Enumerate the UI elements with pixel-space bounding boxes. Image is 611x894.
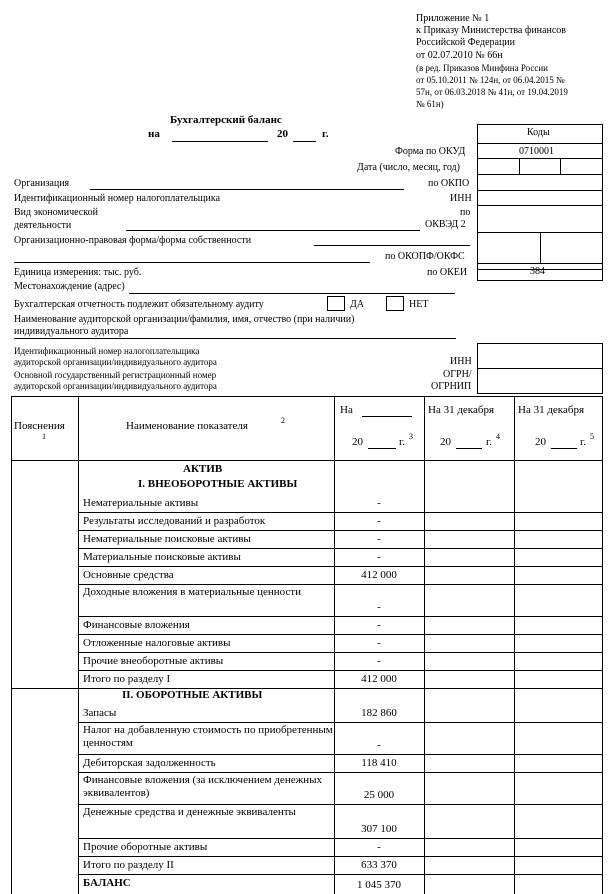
okei-label: по ОКЕИ bbox=[427, 267, 468, 278]
unit-label: Единица измерения: тыс. руб. bbox=[14, 267, 142, 278]
organization-line[interactable] bbox=[90, 189, 404, 190]
inn-label: ИНН bbox=[450, 193, 472, 204]
activity-label1: Вид экономической bbox=[14, 207, 98, 218]
row-value[interactable]: - bbox=[377, 739, 381, 751]
doc-title: Бухгалтерский баланс bbox=[170, 114, 282, 126]
col-notes-header: Пояснения bbox=[14, 420, 65, 432]
row-value[interactable]: - bbox=[377, 601, 381, 613]
auditor-inn-label2: аудиторской организации/индивидуального аудитора bbox=[14, 357, 217, 367]
row-value[interactable]: 633 370 bbox=[361, 859, 397, 871]
okopf-label: по ОКОПФ/ОКФС bbox=[385, 251, 465, 262]
col-name-header: Наименование показателя bbox=[126, 420, 248, 432]
okud-label: Форма по ОКУД bbox=[395, 146, 466, 157]
section-1: I. ВНЕОБОРОТНЫЕ АКТИВЫ bbox=[138, 478, 298, 490]
appendix-line3: Российской Федерации bbox=[416, 37, 516, 48]
col2-year: 20 bbox=[440, 436, 451, 448]
row-name: Запасы bbox=[83, 707, 117, 719]
okved-label1: по bbox=[460, 207, 471, 218]
auditor-ogrn-cell[interactable] bbox=[477, 368, 603, 394]
legal-form-label: Организационно-правовая форма/форма собственности bbox=[14, 235, 252, 246]
audit-yes-label: ДА bbox=[350, 299, 365, 310]
title-year-prefix: 20 bbox=[277, 128, 288, 140]
row-name: Прочие внеоборотные активы bbox=[83, 655, 224, 667]
auditor-ogrn-label1: Основной государственный регистрационный номер bbox=[14, 370, 217, 380]
okpo-label: по ОКПО bbox=[428, 178, 470, 189]
col3-g: г. bbox=[580, 436, 587, 448]
row-value[interactable]: 1 045 370 bbox=[357, 879, 401, 891]
col3-year: 20 bbox=[535, 436, 546, 448]
auditor-ogrn-label2: аудиторской организации/индивидуального аудитора bbox=[14, 381, 217, 391]
row-name: Прочие оборотные активы bbox=[83, 841, 208, 853]
row-name: Денежные средства и денежные эквиваленты bbox=[83, 806, 296, 818]
appendix-line1: Приложение № 1 bbox=[416, 13, 490, 24]
auditor-name-label2: индивидуального аудитора bbox=[14, 326, 129, 337]
row-value[interactable]: 307 100 bbox=[361, 823, 397, 835]
location-label: Местонахождение (адрес) bbox=[14, 281, 125, 292]
col1-year: 20 bbox=[352, 436, 363, 448]
row-name: Итого по разделу I bbox=[83, 673, 171, 685]
auditor-name-line[interactable] bbox=[14, 338, 456, 339]
auditor-name-label1: Наименование аудиторской организации/фамилия, имя, отчество (при наличии) bbox=[14, 314, 355, 325]
col1-sup: 3 bbox=[409, 432, 413, 441]
appendix-line4: от 02.07.2010 № 66н bbox=[416, 50, 503, 61]
col1-on: На bbox=[340, 404, 353, 416]
appendix-line8: № 61н) bbox=[416, 99, 444, 109]
row-value[interactable]: - bbox=[377, 619, 381, 631]
okved-label2: ОКВЭД 2 bbox=[425, 219, 466, 230]
title-year-suffix: г. bbox=[322, 128, 329, 140]
col-name-sup: 2 bbox=[281, 416, 285, 425]
organization-label: Организация bbox=[14, 178, 70, 189]
row-name: Нематериальные поисковые активы bbox=[83, 533, 251, 545]
row-value[interactable]: - bbox=[377, 637, 381, 649]
row-name: Нематериальные активы bbox=[83, 497, 199, 509]
col3-header: На 31 декабря bbox=[518, 404, 585, 416]
row-name: Финансовые вложения (за исключением денежных эквивалентов) bbox=[83, 774, 322, 799]
col2-g: г. bbox=[486, 436, 493, 448]
audit-required-label: Бухгалтерская отчетность подлежит обязательному аудиту bbox=[14, 299, 264, 310]
section-2: II. ОБОРОТНЫЕ АКТИВЫ bbox=[122, 689, 263, 701]
col-notes-sup: 1 bbox=[42, 432, 46, 441]
title-date-line[interactable] bbox=[172, 141, 268, 142]
col2-header: На 31 декабря bbox=[428, 404, 495, 416]
row-name: Основные средства bbox=[83, 569, 174, 581]
row-value[interactable]: - bbox=[377, 533, 381, 545]
appendix-line5: (в ред. Приказов Минфина России bbox=[416, 63, 548, 73]
row-value[interactable]: 412 000 bbox=[361, 569, 397, 581]
audit-no-checkbox[interactable] bbox=[386, 296, 404, 311]
title-on: на bbox=[148, 128, 160, 140]
activity-label2: деятельности bbox=[14, 220, 72, 231]
row-value[interactable]: - bbox=[377, 515, 381, 527]
ogrn-label2: ОГРНИП bbox=[431, 381, 472, 392]
row-name: Налог на добавленную стоимость по приобретенным ценностям bbox=[83, 724, 333, 749]
section-asset: АКТИВ bbox=[183, 463, 223, 475]
row-value[interactable]: - bbox=[377, 497, 381, 509]
row-name: Финансовые вложения bbox=[83, 619, 190, 631]
row-value[interactable]: 182 860 bbox=[361, 707, 397, 719]
ogrn-label1: ОГРН/ bbox=[443, 369, 472, 380]
row-name: БАЛАНС bbox=[83, 877, 131, 889]
legal-form-line2[interactable] bbox=[14, 262, 370, 263]
okei-value: 384 bbox=[530, 266, 545, 277]
row-value[interactable]: 118 410 bbox=[361, 757, 397, 769]
row-name: Итого по разделу II bbox=[83, 859, 174, 871]
taxpayer-id-label: Идентификационный номер налогоплательщика bbox=[14, 193, 221, 204]
row-name: Результаты исследований и разработок bbox=[83, 515, 266, 527]
auditor-inn-cell[interactable] bbox=[477, 343, 603, 369]
appendix-line6: от 05.10.2011 № 124н, от 06.04.2015 № bbox=[416, 75, 565, 85]
title-year-line[interactable] bbox=[293, 141, 316, 142]
audit-no-label: НЕТ bbox=[409, 299, 429, 310]
row-value[interactable]: 25 000 bbox=[363, 789, 395, 801]
row-name: Отложенные налоговые активы bbox=[83, 637, 231, 649]
row-value[interactable]: - bbox=[377, 551, 381, 563]
location-line[interactable] bbox=[129, 293, 455, 294]
appendix-line2: к Приказу Министерства финансов bbox=[416, 25, 566, 36]
audit-yes-checkbox[interactable] bbox=[327, 296, 345, 311]
col3-sup: 5 bbox=[590, 432, 594, 441]
row-value[interactable]: - bbox=[377, 841, 381, 853]
auditor-inn-label1: Идентификационный номер налогоплательщика bbox=[14, 346, 200, 356]
row-value[interactable]: - bbox=[377, 655, 381, 667]
auditor-inn-code-label: ИНН bbox=[450, 356, 472, 367]
row-name: Доходные вложения в материальные ценности bbox=[83, 586, 301, 598]
activity-line[interactable] bbox=[126, 230, 420, 231]
row-name: Дебиторская задолженность bbox=[83, 757, 216, 769]
date-label: Дата (число, месяц, год) bbox=[357, 162, 460, 173]
codes-header: Коды bbox=[527, 127, 550, 138]
okud-value: 0710001 bbox=[519, 146, 554, 157]
row-name: Материальные поисковые активы bbox=[83, 551, 241, 563]
appendix-line7: 57н, от 06.03.2018 № 41н, от 19.04.2019 bbox=[416, 87, 568, 97]
col2-sup: 4 bbox=[496, 432, 500, 441]
legal-form-line1[interactable] bbox=[314, 245, 470, 246]
row-value[interactable]: 412 000 bbox=[361, 673, 397, 685]
col1-g: г. bbox=[399, 436, 406, 448]
